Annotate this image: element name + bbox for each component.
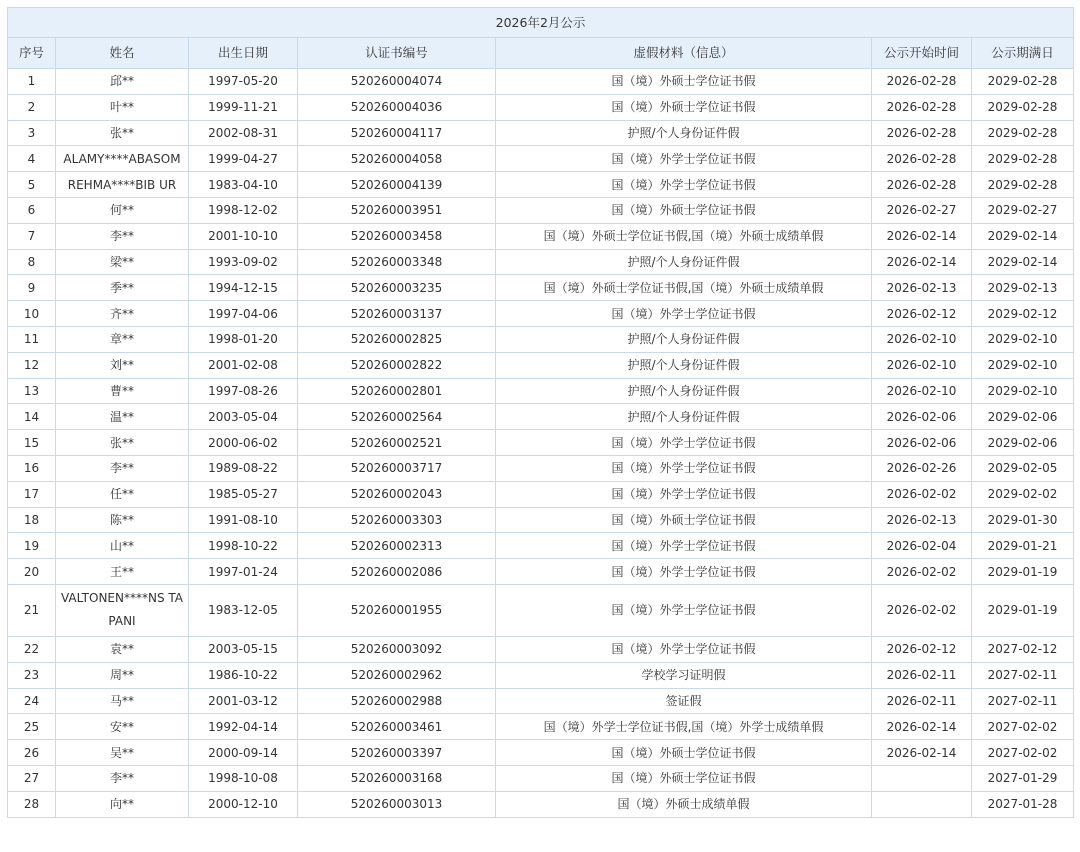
cell-start-date: 2026-02-06 [872, 404, 972, 430]
cell-birth-date: 2001-02-08 [189, 352, 298, 378]
cell-cert-number: 520260002086 [298, 559, 496, 585]
cell-cert-number: 520260004036 [298, 94, 496, 120]
cell-birth-date: 1983-12-05 [189, 584, 298, 636]
cell-end-date: 2029-02-10 [972, 326, 1074, 352]
cell-start-date: 2026-02-14 [872, 714, 972, 740]
cell-cert-number: 520260004139 [298, 172, 496, 198]
cell-birth-date: 1993-09-02 [189, 249, 298, 275]
cell-start-date: 2026-02-13 [872, 275, 972, 301]
cell-start-date: 2026-02-10 [872, 352, 972, 378]
cell-birth-date: 2000-06-02 [189, 430, 298, 456]
table-row [8, 301, 1074, 327]
cell-end-date: 2029-02-06 [972, 430, 1074, 456]
cell-start-date: 2026-02-12 [872, 301, 972, 327]
cell-false-material: 国（境）外学士学位证书假 [496, 146, 872, 172]
cell-end-date: 2027-01-28 [972, 791, 1074, 817]
cell-index: 6 [8, 197, 56, 223]
cell-name: 安** [56, 714, 189, 740]
cell-name: 邱** [56, 69, 189, 95]
cell-cert-number: 520260002962 [298, 662, 496, 688]
cell-end-date: 2027-02-11 [972, 688, 1074, 714]
cell-end-date: 2029-02-06 [972, 404, 1074, 430]
column-header-cert-number: 认证书编号 [298, 38, 496, 69]
cell-index: 8 [8, 249, 56, 275]
cell-start-date: 2026-02-26 [872, 455, 972, 481]
cell-false-material: 护照/个人身份证件假 [496, 378, 872, 404]
cell-end-date: 2029-02-05 [972, 455, 1074, 481]
cell-index: 10 [8, 301, 56, 327]
cell-false-material: 国（境）外硕士学位证书假 [496, 94, 872, 120]
cell-end-date: 2029-02-28 [972, 120, 1074, 146]
table-row [8, 714, 1074, 740]
cell-false-material: 国（境）外硕士学位证书假,国（境）外硕士成绩单假 [496, 275, 872, 301]
table-row [8, 275, 1074, 301]
cell-false-material: 国（境）外硕士学位证书假 [496, 765, 872, 791]
cell-index: 14 [8, 404, 56, 430]
cell-birth-date: 1998-10-22 [189, 533, 298, 559]
cell-false-material: 国（境）外学士学位证书假 [496, 301, 872, 327]
table-row [8, 223, 1074, 249]
table-row [8, 352, 1074, 378]
cell-name: 任** [56, 481, 189, 507]
cell-start-date: 2026-02-10 [872, 326, 972, 352]
cell-cert-number: 520260003458 [298, 223, 496, 249]
cell-index: 9 [8, 275, 56, 301]
cell-name: 张** [56, 120, 189, 146]
cell-name: 曹** [56, 378, 189, 404]
cell-index: 27 [8, 765, 56, 791]
cell-index: 26 [8, 740, 56, 766]
cell-end-date: 2029-02-27 [972, 197, 1074, 223]
cell-start-date: 2026-02-28 [872, 120, 972, 146]
table-row [8, 584, 1074, 636]
cell-name: 吴** [56, 740, 189, 766]
cell-index: 22 [8, 636, 56, 662]
cell-cert-number: 520260002043 [298, 481, 496, 507]
cell-birth-date: 2002-08-31 [189, 120, 298, 146]
cell-birth-date: 1997-01-24 [189, 559, 298, 585]
cell-name: 周** [56, 662, 189, 688]
cell-name: 季** [56, 275, 189, 301]
cell-start-date: 2026-02-02 [872, 584, 972, 636]
cell-end-date: 2029-01-30 [972, 507, 1074, 533]
cell-name: 刘** [56, 352, 189, 378]
cell-start-date: 2026-02-14 [872, 740, 972, 766]
cell-birth-date: 2003-05-04 [189, 404, 298, 430]
cell-index: 2 [8, 94, 56, 120]
table-row [8, 146, 1074, 172]
cell-false-material: 国（境）外学士学位证书假 [496, 455, 872, 481]
table-row [8, 791, 1074, 817]
cell-false-material: 护照/个人身份证件假 [496, 352, 872, 378]
cell-start-date [872, 765, 972, 791]
cell-name: 陈** [56, 507, 189, 533]
cell-birth-date: 1999-04-27 [189, 146, 298, 172]
cell-cert-number: 520260004074 [298, 69, 496, 95]
cell-birth-date: 1999-11-21 [189, 94, 298, 120]
cell-cert-number: 520260002988 [298, 688, 496, 714]
cell-false-material: 国（境）外硕士学位证书假 [496, 740, 872, 766]
cell-cert-number: 520260002521 [298, 430, 496, 456]
cell-birth-date: 1997-08-26 [189, 378, 298, 404]
cell-cert-number: 520260002564 [298, 404, 496, 430]
cell-start-date: 2026-02-28 [872, 172, 972, 198]
cell-false-material: 国（境）外学士学位证书假 [496, 430, 872, 456]
cell-cert-number: 520260003235 [298, 275, 496, 301]
cell-index: 19 [8, 533, 56, 559]
cell-birth-date: 2001-10-10 [189, 223, 298, 249]
table-row [8, 249, 1074, 275]
cell-name: 王** [56, 559, 189, 585]
column-header-index: 序号 [8, 38, 56, 69]
cell-index: 23 [8, 662, 56, 688]
cell-cert-number: 520260003013 [298, 791, 496, 817]
cell-birth-date: 2001-03-12 [189, 688, 298, 714]
column-header-start-date: 公示开始时间 [872, 38, 972, 69]
cell-end-date: 2029-01-19 [972, 584, 1074, 636]
cell-cert-number: 520260002801 [298, 378, 496, 404]
table-row [8, 172, 1074, 198]
cell-false-material: 护照/个人身份证件假 [496, 249, 872, 275]
cell-index: 24 [8, 688, 56, 714]
cell-start-date: 2026-02-12 [872, 636, 972, 662]
cell-end-date: 2027-02-11 [972, 662, 1074, 688]
table-row [8, 404, 1074, 430]
cell-birth-date: 1998-10-08 [189, 765, 298, 791]
cell-cert-number: 520260003348 [298, 249, 496, 275]
cell-cert-number: 520260002825 [298, 326, 496, 352]
cell-name: REHMA****BIB UR [56, 172, 189, 198]
cell-birth-date: 1997-05-20 [189, 69, 298, 95]
cell-cert-number: 520260003168 [298, 765, 496, 791]
table-row [8, 559, 1074, 585]
cell-index: 16 [8, 455, 56, 481]
cell-birth-date: 1997-04-06 [189, 301, 298, 327]
cell-index: 21 [8, 584, 56, 636]
cell-false-material: 签证假 [496, 688, 872, 714]
cell-name: 李** [56, 455, 189, 481]
cell-cert-number: 520260003951 [298, 197, 496, 223]
cell-name: 山** [56, 533, 189, 559]
cell-false-material: 学校学习证明假 [496, 662, 872, 688]
cell-name: 梁** [56, 249, 189, 275]
column-header-end-date: 公示期满日 [972, 38, 1074, 69]
cell-end-date: 2029-02-14 [972, 249, 1074, 275]
cell-birth-date: 1985-05-27 [189, 481, 298, 507]
cell-false-material: 国（境）外学士学位证书假 [496, 636, 872, 662]
notice-table-container [7, 7, 1073, 818]
cell-false-material: 国（境）外学士学位证书假 [496, 481, 872, 507]
cell-end-date: 2029-02-02 [972, 481, 1074, 507]
cell-index: 18 [8, 507, 56, 533]
cell-start-date: 2026-02-11 [872, 662, 972, 688]
cell-cert-number: 520260004058 [298, 146, 496, 172]
cell-index: 28 [8, 791, 56, 817]
cell-name: 温** [56, 404, 189, 430]
cell-end-date: 2029-01-19 [972, 559, 1074, 585]
table-title-row [8, 8, 1074, 38]
cell-index: 15 [8, 430, 56, 456]
cell-false-material: 国（境）外学士学位证书假,国（境）外学士成绩单假 [496, 714, 872, 740]
cell-birth-date: 1992-04-14 [189, 714, 298, 740]
table-row [8, 740, 1074, 766]
table-row [8, 120, 1074, 146]
table-header-row [8, 38, 1074, 69]
cell-birth-date: 1989-08-22 [189, 455, 298, 481]
cell-name: 马** [56, 688, 189, 714]
cell-birth-date: 1991-08-10 [189, 507, 298, 533]
cell-end-date: 2029-02-28 [972, 69, 1074, 95]
table-row [8, 94, 1074, 120]
cell-false-material: 国（境）外硕士学位证书假 [496, 69, 872, 95]
table-row [8, 662, 1074, 688]
cell-start-date: 2026-02-02 [872, 559, 972, 585]
cell-start-date: 2026-02-10 [872, 378, 972, 404]
cell-birth-date: 1994-12-15 [189, 275, 298, 301]
cell-false-material: 国（境）外学士学位证书假 [496, 584, 872, 636]
table-row [8, 533, 1074, 559]
cell-start-date: 2026-02-04 [872, 533, 972, 559]
table-row [8, 481, 1074, 507]
cell-cert-number: 520260004117 [298, 120, 496, 146]
cell-start-date: 2026-02-27 [872, 197, 972, 223]
cell-name: 齐** [56, 301, 189, 327]
cell-birth-date: 1998-12-02 [189, 197, 298, 223]
cell-name: ALAMY****ABASOM [56, 146, 189, 172]
cell-index: 13 [8, 378, 56, 404]
cell-start-date: 2026-02-13 [872, 507, 972, 533]
cell-cert-number: 520260003137 [298, 301, 496, 327]
cell-birth-date: 2003-05-15 [189, 636, 298, 662]
cell-index: 3 [8, 120, 56, 146]
cell-start-date [872, 791, 972, 817]
table-row [8, 765, 1074, 791]
table-row [8, 378, 1074, 404]
table-row [8, 455, 1074, 481]
cell-name: VALTONEN****NS TAPANI [56, 584, 189, 636]
cell-cert-number: 520260003303 [298, 507, 496, 533]
cell-end-date: 2027-02-02 [972, 714, 1074, 740]
cell-index: 1 [8, 69, 56, 95]
cell-end-date: 2029-02-13 [972, 275, 1074, 301]
cell-end-date: 2029-02-10 [972, 378, 1074, 404]
cell-start-date: 2026-02-28 [872, 69, 972, 95]
cell-cert-number: 520260001955 [298, 584, 496, 636]
cell-index: 5 [8, 172, 56, 198]
cell-end-date: 2029-02-10 [972, 352, 1074, 378]
cell-cert-number: 520260002822 [298, 352, 496, 378]
cell-false-material: 护照/个人身份证件假 [496, 120, 872, 146]
cell-name: 何** [56, 197, 189, 223]
cell-false-material: 国（境）外硕士成绩单假 [496, 791, 872, 817]
cell-birth-date: 2000-09-14 [189, 740, 298, 766]
cell-end-date: 2029-02-14 [972, 223, 1074, 249]
cell-start-date: 2026-02-06 [872, 430, 972, 456]
cell-birth-date: 2000-12-10 [189, 791, 298, 817]
table-row [8, 430, 1074, 456]
cell-end-date: 2029-02-28 [972, 94, 1074, 120]
table-row [8, 197, 1074, 223]
cell-name: 张** [56, 430, 189, 456]
table-row [8, 507, 1074, 533]
cell-false-material: 国（境）外学士学位证书假 [496, 533, 872, 559]
cell-end-date: 2029-02-28 [972, 172, 1074, 198]
cell-cert-number: 520260003717 [298, 455, 496, 481]
cell-start-date: 2026-02-28 [872, 146, 972, 172]
table-row [8, 688, 1074, 714]
table-title: 2026年2月公示 [8, 8, 1074, 38]
cell-false-material: 国（境）外硕士学位证书假,国（境）外硕士成绩单假 [496, 223, 872, 249]
cell-false-material: 护照/个人身份证件假 [496, 326, 872, 352]
cell-start-date: 2026-02-14 [872, 223, 972, 249]
cell-end-date: 2029-02-12 [972, 301, 1074, 327]
cell-index: 7 [8, 223, 56, 249]
column-header-false-material: 虚假材料（信息） [496, 38, 872, 69]
cell-end-date: 2027-01-29 [972, 765, 1074, 791]
cell-name: 袁** [56, 636, 189, 662]
cell-index: 17 [8, 481, 56, 507]
cell-index: 11 [8, 326, 56, 352]
cell-false-material: 国（境）外硕士学位证书假 [496, 507, 872, 533]
cell-name: 向** [56, 791, 189, 817]
table-body [8, 69, 1074, 818]
cell-cert-number: 520260003092 [298, 636, 496, 662]
cell-index: 4 [8, 146, 56, 172]
cell-name: 章** [56, 326, 189, 352]
cell-name: 李** [56, 223, 189, 249]
cell-cert-number: 520260002313 [298, 533, 496, 559]
cell-index: 20 [8, 559, 56, 585]
column-header-name: 姓名 [56, 38, 189, 69]
cell-false-material: 国（境）外硕士学位证书假 [496, 197, 872, 223]
cell-birth-date: 1986-10-22 [189, 662, 298, 688]
cell-index: 12 [8, 352, 56, 378]
table-row [8, 636, 1074, 662]
cell-name: 李** [56, 765, 189, 791]
cell-cert-number: 520260003397 [298, 740, 496, 766]
cell-end-date: 2029-01-21 [972, 533, 1074, 559]
cell-false-material: 国（境）外学士学位证书假 [496, 172, 872, 198]
notice-table [7, 7, 1074, 818]
table-row [8, 69, 1074, 95]
cell-start-date: 2026-02-11 [872, 688, 972, 714]
cell-start-date: 2026-02-28 [872, 94, 972, 120]
cell-end-date: 2027-02-12 [972, 636, 1074, 662]
cell-start-date: 2026-02-14 [872, 249, 972, 275]
cell-index: 25 [8, 714, 56, 740]
table-row [8, 326, 1074, 352]
cell-birth-date: 1983-04-10 [189, 172, 298, 198]
cell-birth-date: 1998-01-20 [189, 326, 298, 352]
cell-end-date: 2029-02-28 [972, 146, 1074, 172]
cell-false-material: 国（境）外学士学位证书假 [496, 559, 872, 585]
cell-start-date: 2026-02-02 [872, 481, 972, 507]
cell-cert-number: 520260003461 [298, 714, 496, 740]
cell-name: 叶** [56, 94, 189, 120]
cell-end-date: 2027-02-02 [972, 740, 1074, 766]
cell-false-material: 护照/个人身份证件假 [496, 404, 872, 430]
column-header-birth-date: 出生日期 [189, 38, 298, 69]
